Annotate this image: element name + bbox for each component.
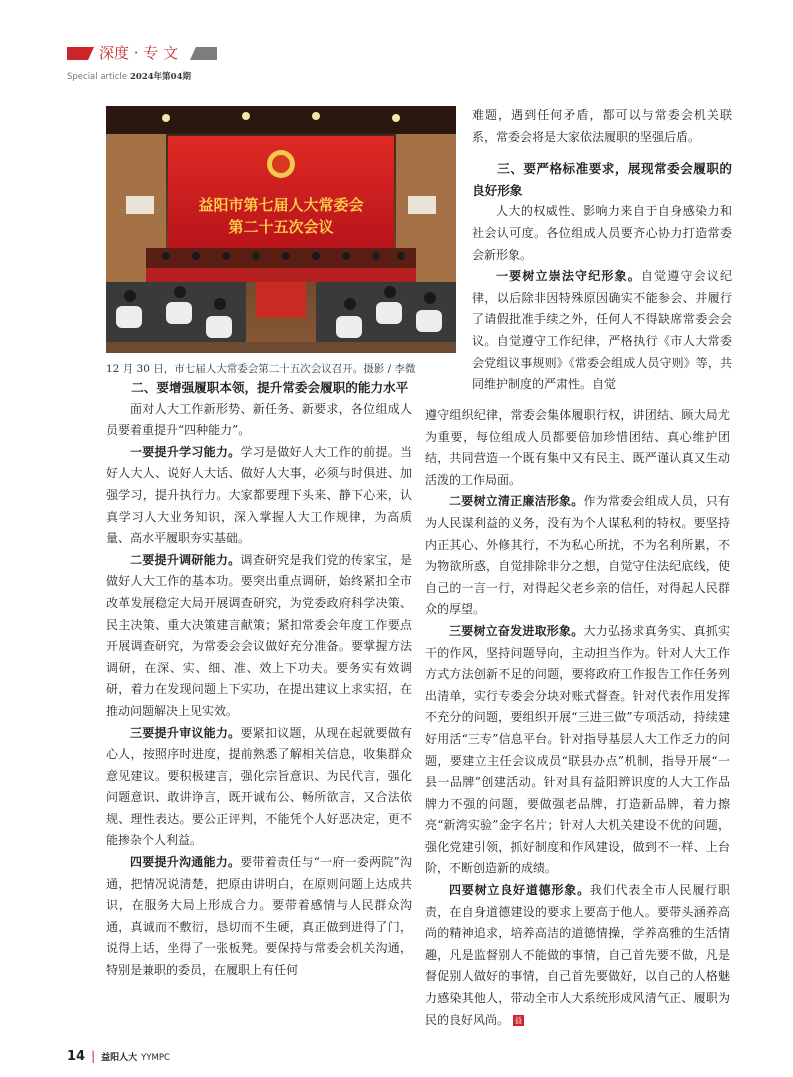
left-column <box>106 377 412 982</box>
english-label: Special article <box>67 72 127 82</box>
lead-phrase: 三要提升审议能力。 <box>130 725 241 740</box>
paragraph <box>106 852 412 982</box>
paragraph-body: 作为常委会组成人员，只有为人民谋利益的义务，没有为个人谋私利的特权。要坚持内正其心、外修其行，不为私心所扰，不为名利所累，不为物欲所惑，自觉排除非分之想，自觉守住法纪底线，使自己的一言一行，对得起父老乡亲的信任，对得起人民群众的厚望。 <box>425 494 730 617</box>
paragraph-body: 调查研究是我们党的传家宝，是做好人大工作的基本功。要突出重点调研，始终紧扣全市改革发展稳定大局开展调查研究，为党委政府科学决策、民主决策、重大决策建言献策；紧扣常委会年度工作要点开展调查研究，为常委会会议做好充分准备。要掌握方法调研，在深、实、细、准、效上下功夫。要务实有效调研，着力在发现问题上下实功，在提出建议上求实招，在推动问题解决上见实效。 <box>106 552 412 718</box>
paragraph: 面对人大工作新形势、新任务、新要求，各位组成人员要着重提升“四种能力”。 <box>106 401 412 438</box>
page-footer <box>67 1049 170 1064</box>
right-column-bottom <box>425 405 730 1031</box>
meeting-photo-illustration <box>106 106 456 353</box>
paragraph <box>472 266 732 396</box>
issue-label: 2024年第04期 <box>130 72 191 82</box>
paragraph-body: 要带着责任与“一府一委两院”沟通，把情况说清楚，把原由讲明白，在原则问题上达成共识，在服务大局上形成合力。要带着感情与人民群众沟通，真诚而不敷衍，恳切而不生硬，真正做到进得了门，说得上话，坐得了一张板凳。要保持与常委会机关沟通，特别是兼职的委员，在履职上有任何 <box>106 855 412 978</box>
publication-name: 益阳人大 <box>101 1053 138 1063</box>
paragraph <box>106 550 412 723</box>
publication-code: YYMPC <box>141 1053 170 1063</box>
paragraph <box>425 880 730 1031</box>
lead-phrase: 一要提升学习能力。 <box>130 444 241 459</box>
lead-phrase: 一要树立崇法守纪形象。 <box>496 269 641 284</box>
page-number: 14 <box>67 1049 86 1064</box>
paragraph: 人大的权威性、影响力来自于自身感染力和社会认可度。各位组成人员要齐心协力打造常委会新形象。 <box>472 204 732 262</box>
paragraph-body: 自觉遵守会议纪律，以后除非因特殊原因确实不能参会、并履行了请假批准手续之外，任何人不得缺席常委会会议。自觉遵守工作纪律，严格执行《市人大常委会党组议事规则》《常委会组成人员守则》等，共同维护制度的严肃性。自觉 <box>472 269 732 392</box>
section-heading-2: 二、要增强履职本领，提升常委会履职的能力水平 <box>131 380 409 395</box>
paragraph-body: 我们代表全市人民履行职责，在自身道德建设的要求上要高于他人。要带头涵养高尚的精神追求，培养高洁的道德情操，学养高雅的生活情趣，凡是监督别人不能做的事情，自己首先要不做，凡是督促别人做好的事情，自己首先要做好，以自己的人格魅力感染其他人，带动全市人大系统形成风清气正、履职为民的良好风尚。 <box>425 883 730 1027</box>
section-subtitle <box>67 70 191 82</box>
header-red-block <box>67 47 94 60</box>
paragraph <box>106 723 412 853</box>
section-title: 深度 · 专 文 <box>99 44 179 62</box>
lead-phrase: 四要树立良好道德形象。 <box>449 883 590 898</box>
paragraph-body: 大力弘扬求真务实、真抓实干的作风，坚持问题导向，主动担当作为。针对人大工作方式方法创新不足的问题，要将政府工作报告工作任务列出清单，实行专委会分块对账式督查。针对代表作用发挥不充分的问题，要组织开展“三进三做”专项活动，持续建好用活“三专”信息平台。针对指导基层人大工作乏力的问题，要建立主任会议成员“联县办点”机制，指导开展“一县一品牌”创建活动。针对具有益阳辨识度的人大工作品牌力不强的问题，要做强老品牌，打造新品牌，着力擦亮“新湾实验”金字名片；针对人大机关建设不优的问题，强化党建引领，抓好制度和作风建设，做到不一样、上台阶，不断创造新的成绩。 <box>425 623 730 876</box>
end-mark-icon: 益 <box>514 1015 523 1025</box>
paragraph: 难题，遇到任何矛盾，都可以与常委会机关联系，常委会将是大家依法履职的坚强后盾。 <box>472 108 732 144</box>
lead-phrase: 二要树立清正廉洁形象。 <box>449 494 584 509</box>
paragraph <box>106 442 412 550</box>
photo-caption: 12 月 30 日，市七届人大常委会第二十五次会议召开。摄影 / 李微 <box>106 363 416 375</box>
meeting-photo <box>106 106 456 353</box>
screen-line1: 益阳市第七届人大常委会 <box>198 196 364 214</box>
footer-separator: | <box>91 1049 96 1063</box>
lead-phrase: 三要树立奋发进取形象。 <box>449 623 584 638</box>
lead-phrase: 四要提升沟通能力。 <box>130 855 241 870</box>
screen-line2: 第二十五次会议 <box>228 218 334 236</box>
header-gray-block <box>190 47 217 60</box>
paragraph-body: 要紧扣议题，从现在起就要做有心人，按照序时进度，提前熟悉了解相关信息，收集群众意见建议。要积极建言，强化宗旨意识、为民代言，强化问题意识、敢讲诤言，既开诚布公、畅所欲言，又合法依规、理性表达。要公正评判，不能凭个人好恶决定，更不能掺杂个人利益。 <box>106 725 412 848</box>
lead-phrase: 二要提升调研能力。 <box>130 552 241 567</box>
paragraph-body: 学习是做好人大工作的前提。当好人大人、说好人大话、做好人大事，必须与时俱进、加强学习，提升执行力。大家都要理下头来、静下心来，认真学习人大业务知识，深入掌握人大工作规律，为高质量、高水平履职夯实基础。 <box>106 444 412 546</box>
right-column-top <box>472 105 732 396</box>
section-heading-3: 三、要严格标准要求，展现常委会履职的良好形象 <box>472 161 732 198</box>
paragraph <box>425 621 730 880</box>
paragraph: 遵守组织纪律，常委会集体履职行权，讲团结、顾大局尤为重要，每位组成人员都要倍加珍惜团结、真心维护团结，共同营造一个既有集中又有民主、既严谨认真又生动活泼的工作局面。 <box>425 408 730 487</box>
paragraph <box>425 491 730 621</box>
